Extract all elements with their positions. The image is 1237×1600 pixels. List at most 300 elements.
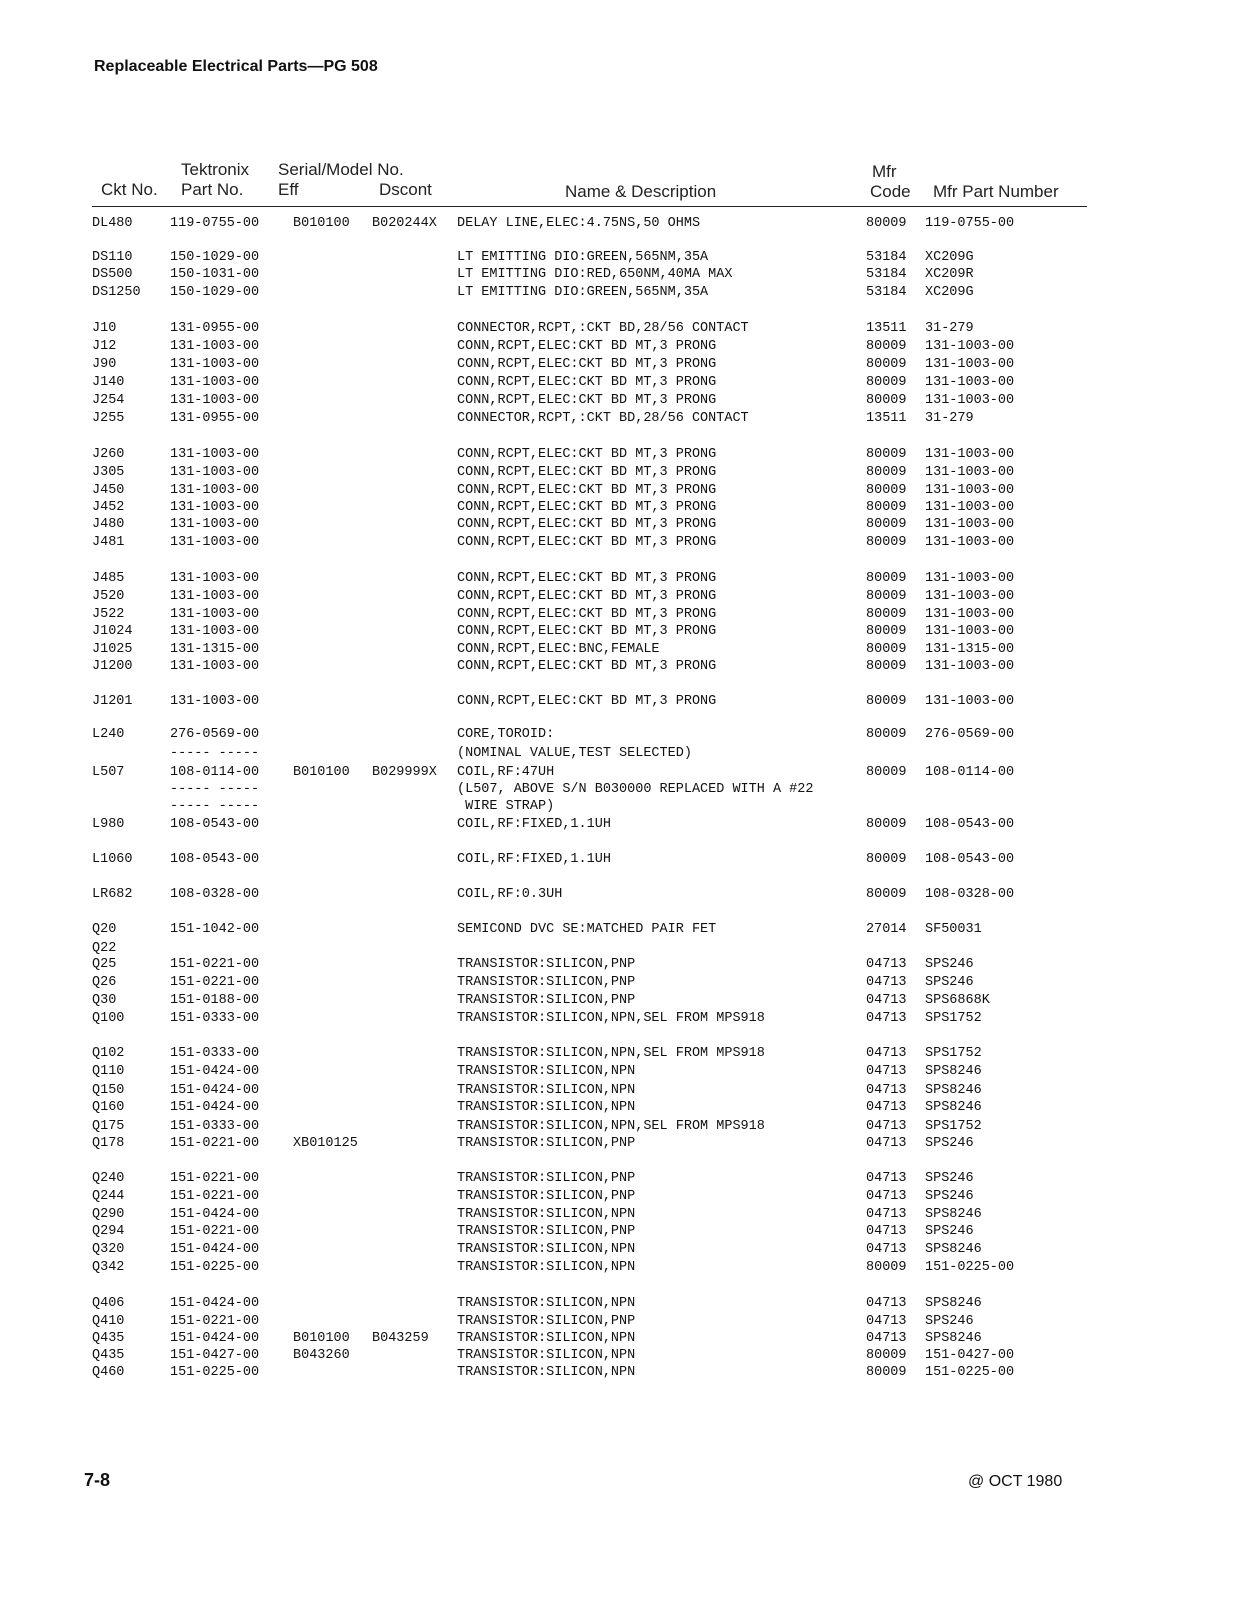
table-row [0,764,1237,782]
tek-part-no: 131-1003-00 [170,589,260,604]
mfr-part-number: SPS1752 [925,1046,982,1061]
name-description: CONN,RCPT,ELEC:CKT BD MT,3 PRONG [457,694,717,709]
tek-part-no: 131-1315-00 [170,642,260,657]
ckt-no: Q240 [92,1171,125,1186]
mfr-code: 13511 [866,411,907,426]
name-description: CONN,RCPT,ELEC:CKT BD MT,3 PRONG [457,571,717,586]
mfr-part-number: 108-0543-00 [925,817,1015,832]
ckt-no: J522 [92,607,125,622]
ckt-no: Q26 [92,975,117,990]
tek-part-no: 108-0328-00 [170,887,260,902]
eff-serial: B010100 [293,765,350,780]
tek-part-no: 151-0225-00 [170,1260,260,1275]
tek-part-no: 108-0114-00 [170,765,260,780]
name-description: (L507, ABOVE S/N B030000 REPLACED WITH A #22 [457,782,814,797]
tek-part-no: 276-0569-00 [170,727,260,742]
tek-part-no: 151-0221-00 [170,1224,260,1239]
mfr-part-number: XC209R [925,267,974,282]
ckt-no: J1200 [92,659,133,674]
ckt-no: DS1250 [92,285,141,300]
table-row [0,1118,1237,1136]
tek-part-no: 151-0424-00 [170,1064,260,1079]
name-description: TRANSISTOR:SILICON,NPN [457,1260,636,1275]
table-row [0,338,1237,356]
ckt-no: Q244 [92,1189,125,1204]
tek-part-no: 131-1003-00 [170,607,260,622]
table-row [0,623,1237,641]
table-row [0,956,1237,974]
name-description: CONN,RCPT,ELEC:CKT BD MT,3 PRONG [457,465,717,480]
name-description: TRANSISTOR:SILICON,NPN [457,1242,636,1257]
table-row [0,534,1237,552]
mfr-code: 80009 [866,216,907,231]
name-description: SEMICOND DVC SE:MATCHED PAIR FET [457,922,717,937]
tek-part-no: 108-0543-00 [170,817,260,832]
mfr-part-number: SPS8246 [925,1296,982,1311]
tek-part-no: 151-0221-00 [170,1136,260,1151]
name-description: TRANSISTOR:SILICON,NPN [457,1331,636,1346]
tek-part-no: 151-0424-00 [170,1296,260,1311]
ckt-no: L507 [92,765,125,780]
name-description: TRANSISTOR:SILICON,NPN [457,1207,636,1222]
name-description: TRANSISTOR:SILICON,PNP [457,993,636,1008]
mfr-code: 80009 [866,393,907,408]
eff-serial: B010100 [293,1331,350,1346]
col-code: Code [870,182,911,201]
mfr-code: 27014 [866,922,907,937]
name-description: TRANSISTOR:SILICON,NPN [457,1296,636,1311]
table-row [0,1347,1237,1365]
ckt-no: J481 [92,535,125,550]
name-description: TRANSISTOR:SILICON,NPN [457,1083,636,1098]
table-row [0,886,1237,904]
table-row [0,356,1237,374]
tek-part-no: 131-1003-00 [170,375,260,390]
mfr-part-number: SPS246 [925,1314,974,1329]
mfr-code: 04713 [866,1189,907,1204]
name-description: CONN,RCPT,ELEC:CKT BD MT,3 PRONG [457,339,717,354]
mfr-code: 80009 [866,535,907,550]
name-description: COIL,RF:0.3UH [457,887,563,902]
col-serial-model: Serial/Model No. [278,160,404,179]
table-row [0,1330,1237,1348]
page-number: 7-8 [84,1470,111,1490]
mfr-part-number: 131-1003-00 [925,659,1015,674]
name-description: WIRE STRAP) [457,799,555,814]
mfr-code: 04713 [866,1011,907,1026]
mfr-part-number: 31-279 [925,321,974,336]
table-row [0,1223,1237,1241]
tek-part-no: 131-0955-00 [170,321,260,336]
ckt-no: J485 [92,571,125,586]
ckt-no: Q406 [92,1296,125,1311]
ckt-no: J480 [92,517,125,532]
name-description: CONN,RCPT,ELEC:CKT BD MT,3 PRONG [457,483,717,498]
table-row [0,464,1237,482]
mfr-part-number: 119-0755-00 [925,216,1015,231]
tek-part-no: 151-0221-00 [170,957,260,972]
name-description: CONN,RCPT,ELEC:CKT BD MT,3 PRONG [457,393,717,408]
ckt-no: J140 [92,375,125,390]
table-row [0,816,1237,834]
mfr-code: 53184 [866,250,907,265]
tek-part-no: 131-1003-00 [170,483,260,498]
mfr-part-number: SPS246 [925,1224,974,1239]
table-row [0,284,1237,302]
table-row [0,1295,1237,1313]
mfr-part-number: SPS8246 [925,1083,982,1098]
mfr-part-number: SPS246 [925,957,974,972]
mfr-code: 04713 [866,975,907,990]
mfr-part-number: 131-1003-00 [925,339,1015,354]
tek-part-no: 151-0221-00 [170,1171,260,1186]
table-row [0,1241,1237,1259]
name-description: TRANSISTOR:SILICON,PNP [457,1224,636,1239]
ckt-no: Q410 [92,1314,125,1329]
mfr-code: 04713 [866,1046,907,1061]
mfr-part-number: SPS8246 [925,1064,982,1079]
ckt-no: Q460 [92,1365,125,1380]
mfr-code: 80009 [866,817,907,832]
name-description: CONN,RCPT,ELEC:CKT BD MT,3 PRONG [457,535,717,550]
mfr-part-number: SPS246 [925,975,974,990]
tek-part-no: 150-1029-00 [170,250,260,265]
name-description: LT EMITTING DIO:GREEN,565NM,35A [457,285,709,300]
ckt-no: Q435 [92,1348,125,1363]
table-row [0,658,1237,676]
table-row [0,921,1237,939]
name-description: TRANSISTOR:SILICON,NPN [457,1348,636,1363]
mfr-part-number: SPS6868K [925,993,990,1008]
mfr-code: 80009 [866,517,907,532]
mfr-part-number: SPS8246 [925,1242,982,1257]
tek-part-no: 151-1042-00 [170,922,260,937]
mfr-part-number: 131-1315-00 [925,642,1015,657]
mfr-part-number: 131-1003-00 [925,624,1015,639]
dscont-serial: B029999X [372,765,437,780]
ckt-no: DS110 [92,250,133,265]
tek-part-no: 131-1003-00 [170,571,260,586]
tek-part-no: 151-0424-00 [170,1083,260,1098]
mfr-code: 04713 [866,1314,907,1329]
mfr-code: 04713 [866,1064,907,1079]
mfr-part-number: 131-1003-00 [925,357,1015,372]
mfr-part-number: SPS1752 [925,1119,982,1134]
table-row [0,1188,1237,1206]
mfr-code: 04713 [866,1171,907,1186]
table-row [0,974,1237,992]
mfr-part-number: XC209G [925,250,974,265]
name-description: CONN,RCPT,ELEC:CKT BD MT,3 PRONG [457,589,717,604]
ckt-no: Q160 [92,1100,125,1115]
mfr-part-number: SPS8246 [925,1100,982,1115]
mfr-code: 80009 [866,1348,907,1363]
mfr-part-number: 131-1003-00 [925,535,1015,550]
ckt-no: J12 [92,339,117,354]
table-row [0,249,1237,267]
mfr-part-number: 108-0543-00 [925,852,1015,867]
mfr-part-number: 151-0427-00 [925,1348,1015,1363]
mfr-code: 04713 [866,1224,907,1239]
name-description: TRANSISTOR:SILICON,PNP [457,1136,636,1151]
ckt-no: Q290 [92,1207,125,1222]
dscont-serial: B020244X [372,216,437,231]
ckt-no: Q100 [92,1011,125,1026]
ckt-no: Q342 [92,1260,125,1275]
table-row [0,410,1237,428]
name-description: TRANSISTOR:SILICON,NPN [457,1100,636,1115]
name-description: COIL,RF:47UH [457,765,555,780]
col-mfr-part-number: Mfr Part Number [933,182,1059,201]
ckt-no: L980 [92,817,125,832]
mfr-part-number: SF50031 [925,922,982,937]
tek-part-no: 151-0188-00 [170,993,260,1008]
name-description: CONN,RCPT,ELEC:CKT BD MT,3 PRONG [457,659,717,674]
mfr-code: 80009 [866,642,907,657]
col-part-no: Part No. [181,180,244,199]
tek-part-no: 151-0424-00 [170,1207,260,1222]
table-row [0,1206,1237,1224]
mfr-part-number: 131-1003-00 [925,694,1015,709]
name-description: CONN,RCPT,ELEC:CKT BD MT,3 PRONG [457,500,717,515]
table-row [0,588,1237,606]
mfr-code: 80009 [866,465,907,480]
tek-part-no: 151-0427-00 [170,1348,260,1363]
table-row [0,266,1237,284]
ckt-no: Q175 [92,1119,125,1134]
ckt-no: Q102 [92,1046,125,1061]
tek-part-no: 151-0424-00 [170,1242,260,1257]
table-row [0,320,1237,338]
ckt-no: Q25 [92,957,117,972]
ckt-no: Q110 [92,1064,125,1079]
ckt-no: J10 [92,321,117,336]
tek-part-no: 131-1003-00 [170,339,260,354]
mfr-code: 80009 [866,694,907,709]
tek-part-no: 151-0221-00 [170,1189,260,1204]
tek-part-no: 131-0955-00 [170,411,260,426]
mfr-code: 80009 [866,607,907,622]
ckt-no: LR682 [92,887,133,902]
table-row [0,851,1237,869]
name-description: TRANSISTOR:SILICON,NPN,SEL FROM MPS918 [457,1046,765,1061]
table-row [0,1082,1237,1100]
table-row [0,1063,1237,1081]
mfr-code: 53184 [866,285,907,300]
table-row [0,1045,1237,1063]
table-row [0,374,1237,392]
mfr-part-number: 131-1003-00 [925,589,1015,604]
table-row [0,482,1237,500]
mfr-code: 13511 [866,321,907,336]
mfr-code: 80009 [866,375,907,390]
mfr-code: 80009 [866,483,907,498]
table-row [0,726,1237,744]
col-mfr: Mfr [872,162,897,181]
name-description: CONN,RCPT,ELEC:CKT BD MT,3 PRONG [457,517,717,532]
name-description: CONN,RCPT,ELEC:BNC,FEMALE [457,642,660,657]
name-description: TRANSISTOR:SILICON,NPN,SEL FROM MPS918 [457,1119,765,1134]
mfr-code: 80009 [866,765,907,780]
col-ckt-no: Ckt No. [101,180,158,199]
table-row [0,798,1237,816]
table-row [0,1313,1237,1331]
name-description: TRANSISTOR:SILICON,NPN [457,1064,636,1079]
col-tektronix: Tektronix [181,160,250,179]
ckt-no: J260 [92,447,125,462]
tek-part-no: 131-1003-00 [170,624,260,639]
mfr-part-number: 276-0569-00 [925,727,1015,742]
ckt-no: J255 [92,411,125,426]
table-row [0,745,1237,763]
table-row [0,570,1237,588]
name-description: COIL,RF:FIXED,1.1UH [457,817,611,832]
eff-serial: B043260 [293,1348,350,1363]
dscont-serial: B043259 [372,1331,429,1346]
ckt-no: J254 [92,393,125,408]
name-description: CONN,RCPT,ELEC:CKT BD MT,3 PRONG [457,624,717,639]
tek-part-no: 131-1003-00 [170,517,260,532]
name-description: CONN,RCPT,ELEC:CKT BD MT,3 PRONG [457,357,717,372]
name-description: TRANSISTOR:SILICON,PNP [457,1171,636,1186]
ckt-no: Q178 [92,1136,125,1151]
name-description: CORE,TOROID: [457,727,555,742]
table-row [0,499,1237,517]
mfr-code: 80009 [866,727,907,742]
mfr-code: 04713 [866,1242,907,1257]
tek-part-no: ----- ----- [170,782,260,797]
eff-serial: B010100 [293,216,350,231]
name-description: CONN,RCPT,ELEC:CKT BD MT,3 PRONG [457,607,717,622]
mfr-code: 04713 [866,1331,907,1346]
mfr-part-number: SPS246 [925,1136,974,1151]
mfr-code: 04713 [866,1119,907,1134]
tek-part-no: 151-0333-00 [170,1046,260,1061]
ckt-no: L240 [92,727,125,742]
mfr-part-number: 131-1003-00 [925,500,1015,515]
mfr-code: 80009 [866,852,907,867]
mfr-part-number: SPS246 [925,1171,974,1186]
ckt-no: J305 [92,465,125,480]
publication-date: @ OCT 1980 [968,1473,1063,1490]
ckt-no: DS500 [92,267,133,282]
mfr-code: 80009 [866,339,907,354]
tek-part-no: 151-0225-00 [170,1365,260,1380]
ckt-no: J452 [92,500,125,515]
col-name-description: Name & Description [565,182,717,201]
name-description: TRANSISTOR:SILICON,PNP [457,975,636,990]
tek-part-no: 151-0333-00 [170,1011,260,1026]
tek-part-no: ----- ----- [170,799,260,814]
table-row [0,392,1237,410]
mfr-part-number: XC209G [925,285,974,300]
mfr-part-number: SPS1752 [925,1011,982,1026]
mfr-part-number: 131-1003-00 [925,517,1015,532]
table-row [0,516,1237,534]
tek-part-no: 131-1003-00 [170,500,260,515]
table-row [0,693,1237,711]
mfr-part-number: SPS8246 [925,1207,982,1222]
tek-part-no: 119-0755-00 [170,216,260,231]
ckt-no: J1201 [92,694,133,709]
mfr-part-number: 108-0328-00 [925,887,1015,902]
name-description: TRANSISTOR:SILICON,NPN,SEL FROM MPS918 [457,1011,765,1026]
mfr-code: 80009 [866,1260,907,1275]
tek-part-no: 151-0333-00 [170,1119,260,1134]
name-description: TRANSISTOR:SILICON,PNP [457,1314,636,1329]
mfr-code: 04713 [866,1100,907,1115]
mfr-code: 04713 [866,1296,907,1311]
table-row [0,1170,1237,1188]
ckt-no: J1025 [92,642,133,657]
ckt-no: Q294 [92,1224,125,1239]
table-row [0,1099,1237,1117]
name-description: TRANSISTOR:SILICON,NPN [457,1365,636,1380]
tek-part-no: 131-1003-00 [170,393,260,408]
mfr-part-number: 131-1003-00 [925,375,1015,390]
table-row [0,1010,1237,1028]
mfr-part-number: 131-1003-00 [925,393,1015,408]
mfr-part-number: 131-1003-00 [925,447,1015,462]
table-row [0,215,1237,233]
tek-part-no: 131-1003-00 [170,465,260,480]
mfr-part-number: 151-0225-00 [925,1260,1015,1275]
ckt-no: Q22 [92,941,117,956]
mfr-part-number: 151-0225-00 [925,1365,1015,1380]
mfr-part-number: 31-279 [925,411,974,426]
ckt-no: J520 [92,589,125,604]
name-description: CONN,RCPT,ELEC:CKT BD MT,3 PRONG [457,447,717,462]
tek-part-no: 131-1003-00 [170,535,260,550]
table-row [0,1135,1237,1153]
mfr-code: 80009 [866,887,907,902]
mfr-code: 53184 [866,267,907,282]
name-description: CONN,RCPT,ELEC:CKT BD MT,3 PRONG [457,375,717,390]
mfr-code: 04713 [866,993,907,1008]
mfr-code: 80009 [866,589,907,604]
tek-part-no: 131-1003-00 [170,659,260,674]
ckt-no: Q20 [92,922,117,937]
mfr-part-number: 131-1003-00 [925,483,1015,498]
tek-part-no: 151-0221-00 [170,975,260,990]
mfr-code: 80009 [866,447,907,462]
mfr-part-number: 131-1003-00 [925,607,1015,622]
tek-part-no: 151-0424-00 [170,1100,260,1115]
mfr-part-number: SPS8246 [925,1331,982,1346]
ckt-no: Q30 [92,993,117,1008]
mfr-code: 80009 [866,500,907,515]
mfr-code: 04713 [866,957,907,972]
tek-part-no: 108-0543-00 [170,852,260,867]
ckt-no: Q150 [92,1083,125,1098]
col-eff: Eff [278,180,299,199]
mfr-code: 80009 [866,1365,907,1380]
mfr-code: 80009 [866,357,907,372]
table-row [0,781,1237,799]
col-dscont: Dscont [379,180,432,199]
tek-part-no: 151-0424-00 [170,1331,260,1346]
ckt-no: J450 [92,483,125,498]
table-row [0,641,1237,659]
ckt-no: J1024 [92,624,133,639]
name-description: CONNECTOR,RCPT,:CKT BD,28/56 CONTACT [457,321,749,336]
ckt-no: J90 [92,357,117,372]
table-row [0,1364,1237,1382]
tek-part-no: 150-1029-00 [170,285,260,300]
ckt-no: L1060 [92,852,133,867]
tek-part-no: ----- ----- [170,746,260,761]
mfr-code: 04713 [866,1083,907,1098]
